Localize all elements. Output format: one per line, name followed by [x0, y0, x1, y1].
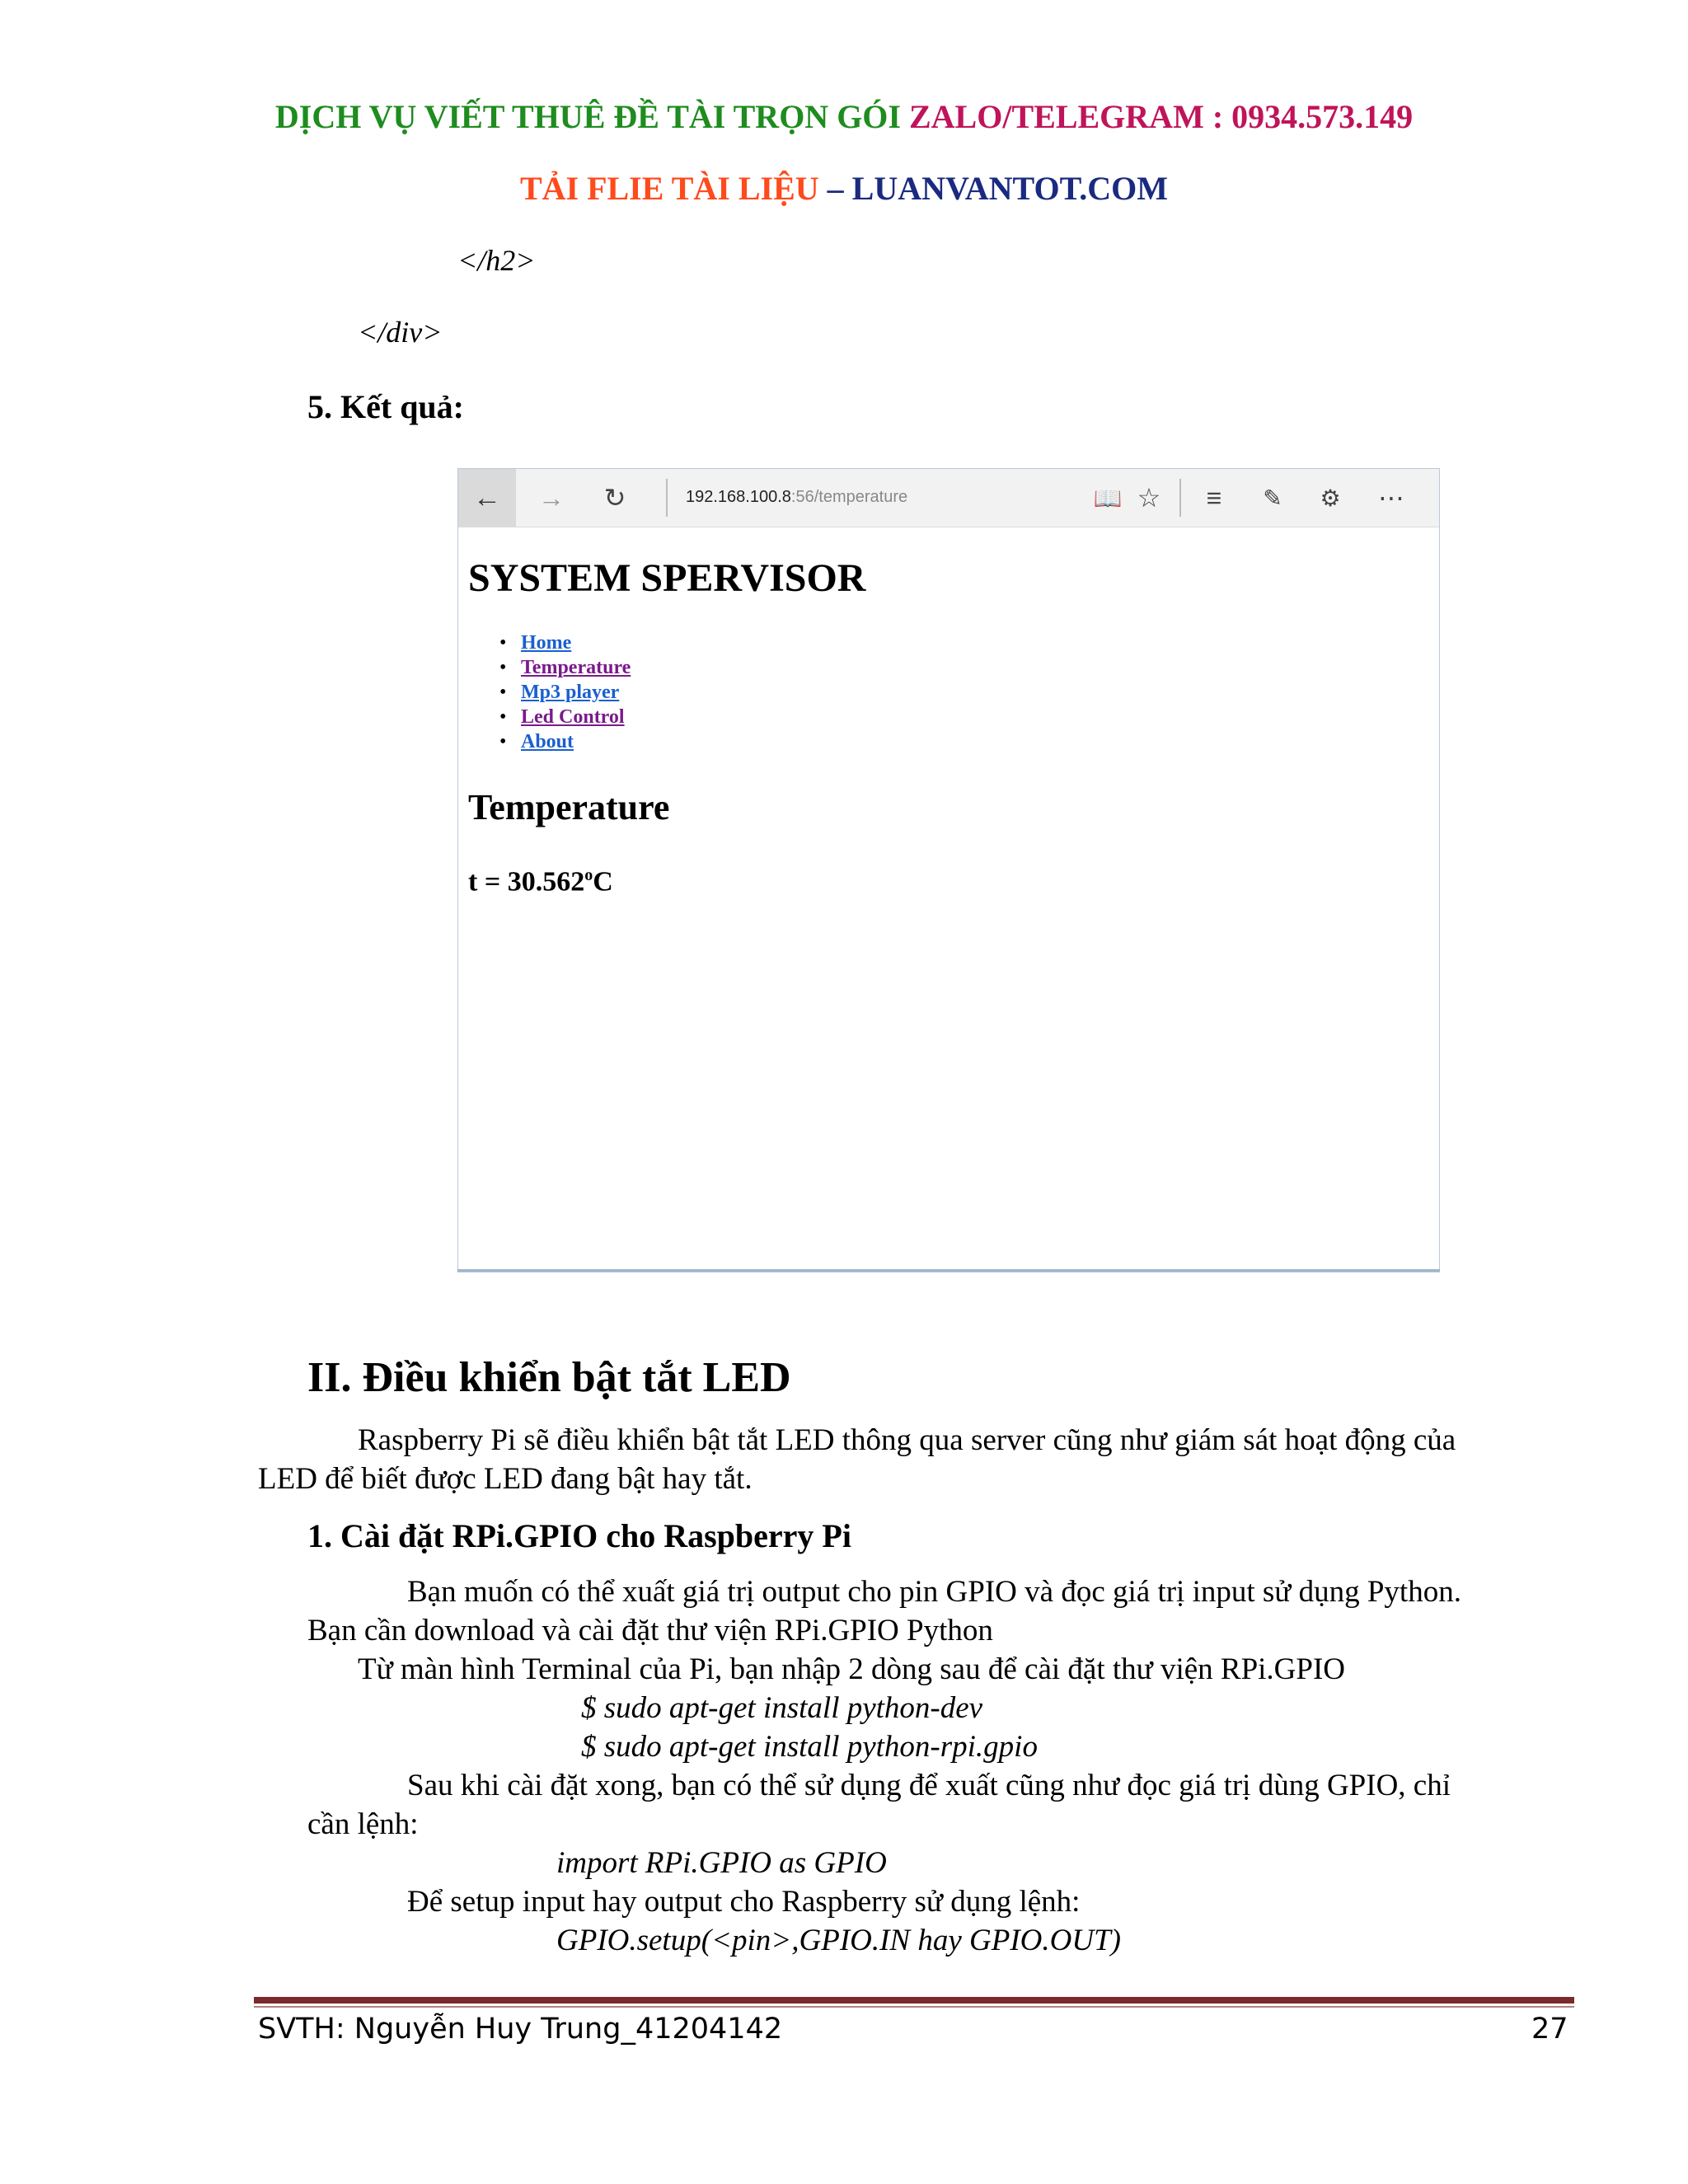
address-bar[interactable]	[686, 488, 907, 507]
header-website-text: LUANVANTOT.COM	[851, 170, 1169, 207]
paragraph-2-line-2: Bạn cần download và cài đặt thư viện RPi.GPIO Python	[307, 1614, 993, 1647]
toolbar-separator	[666, 479, 668, 517]
favorite-star-icon[interactable]: ☆	[1137, 483, 1161, 513]
footer-author: SVTH: Nguyễn Huy Trung_41204142	[258, 2013, 783, 2046]
browser-toolbar	[458, 469, 1439, 527]
paragraph-4-line-2: cần lệnh:	[307, 1807, 419, 1841]
nav-item-about	[499, 729, 631, 754]
command-1: $ sudo apt-get install python-dev	[581, 1691, 983, 1725]
paragraph-4-line-1: Sau khi cài đặt xong, bạn có thể sử dụng để xuất cũng như đọc giá trị dùng GPIO, chỉ	[407, 1769, 1451, 1802]
header-service-text: DỊCH VỤ VIẾT THUÊ ĐỀ TÀI TRỌN GÓI	[274, 98, 901, 135]
temperature-number: t = 30.562	[468, 866, 585, 898]
screenshot-bottom-edge	[457, 1269, 1440, 1272]
footer-page-number: 27	[1531, 2013, 1568, 2046]
header-contact-text: ZALO/TELEGRAM : 0934.573.149	[908, 98, 1414, 135]
code-close-h2: </h2>	[457, 244, 536, 277]
paragraph-1-line-1: Raspberry Pi sẽ điều khiển bật tắt LED thông qua server cũng như giám sát hoạt động của	[358, 1423, 1456, 1457]
more-options-icon[interactable]: ⋯	[1378, 483, 1404, 513]
paragraph-5: Để setup input hay output cho Raspberry sử dụng lệnh:	[407, 1885, 1081, 1919]
web-page-title: SYSTEM SPERVISOR	[468, 556, 866, 600]
temperature-heading: Temperature	[468, 787, 670, 827]
header-dash: –	[827, 170, 844, 207]
paragraph-1-line-2: LED để biết được LED đang bật hay tắt.	[258, 1462, 753, 1496]
forward-arrow-icon[interactable]: →	[538, 482, 565, 513]
command-setup: GPIO.setup(<pin>,GPIO.IN hay GPIO.OUT)	[556, 1924, 1121, 1957]
header-banner-line1	[0, 97, 1688, 136]
temperature-value	[468, 866, 613, 898]
temperature-unit: C	[593, 866, 613, 898]
nav-link-temperature[interactable]: Temperature	[521, 657, 631, 678]
header-banner-line2	[0, 169, 1688, 208]
section-2-title: II. Điều khiển bật tắt LED	[307, 1354, 791, 1401]
hub-menu-icon[interactable]: ≡	[1206, 482, 1222, 513]
command-import: import RPi.GPIO as GPIO	[556, 1846, 887, 1880]
header-download-text: TẢI FLIE TÀI LIỆU	[519, 170, 819, 207]
paragraph-3: Từ màn hình Terminal của Pi, bạn nhập 2 dòng sau để cài đặt thư viện RPi.GPIO	[358, 1652, 1346, 1686]
nav-link-led-control[interactable]: Led Control	[521, 706, 625, 728]
toolbar-separator	[1179, 479, 1181, 517]
url-path: :56/temperature	[790, 488, 908, 506]
reading-view-icon[interactable]: 📖	[1093, 485, 1123, 511]
footer-rule-thin	[254, 2006, 1574, 2008]
nav-item-led-control	[499, 705, 631, 729]
degree-sign: o	[584, 866, 593, 884]
subsection-1-title: 1. Cài đặt RPi.GPIO cho Raspberry Pi	[307, 1517, 851, 1554]
nav-link-mp3-player[interactable]: Mp3 player	[521, 682, 620, 703]
command-2: $ sudo apt-get install python-rpi.gpio	[581, 1730, 1038, 1764]
refresh-icon[interactable]: ↻	[603, 483, 626, 513]
code-close-div: </div>	[358, 316, 443, 349]
footer-rule-thick	[254, 1997, 1574, 2004]
share-icon[interactable]: ⚙	[1320, 485, 1341, 511]
nav-link-about[interactable]: About	[521, 731, 574, 752]
paragraph-2-line-1: Bạn muốn có thể xuất giá trị output cho pin GPIO và đọc giá trị input sử dụng Python.	[407, 1575, 1461, 1609]
web-nav-list	[499, 630, 631, 754]
section-5-title: 5. Kết quả:	[307, 388, 464, 425]
browser-screenshot	[457, 468, 1440, 1272]
url-host: 192.168.100.8	[686, 488, 791, 506]
nav-item-mp3-player	[499, 680, 631, 705]
back-arrow-icon[interactable]: ←	[458, 469, 516, 527]
nav-item-home	[499, 630, 631, 655]
web-note-icon[interactable]: ✎	[1263, 485, 1282, 511]
nav-item-temperature	[499, 655, 631, 680]
nav-link-home[interactable]: Home	[521, 632, 572, 654]
